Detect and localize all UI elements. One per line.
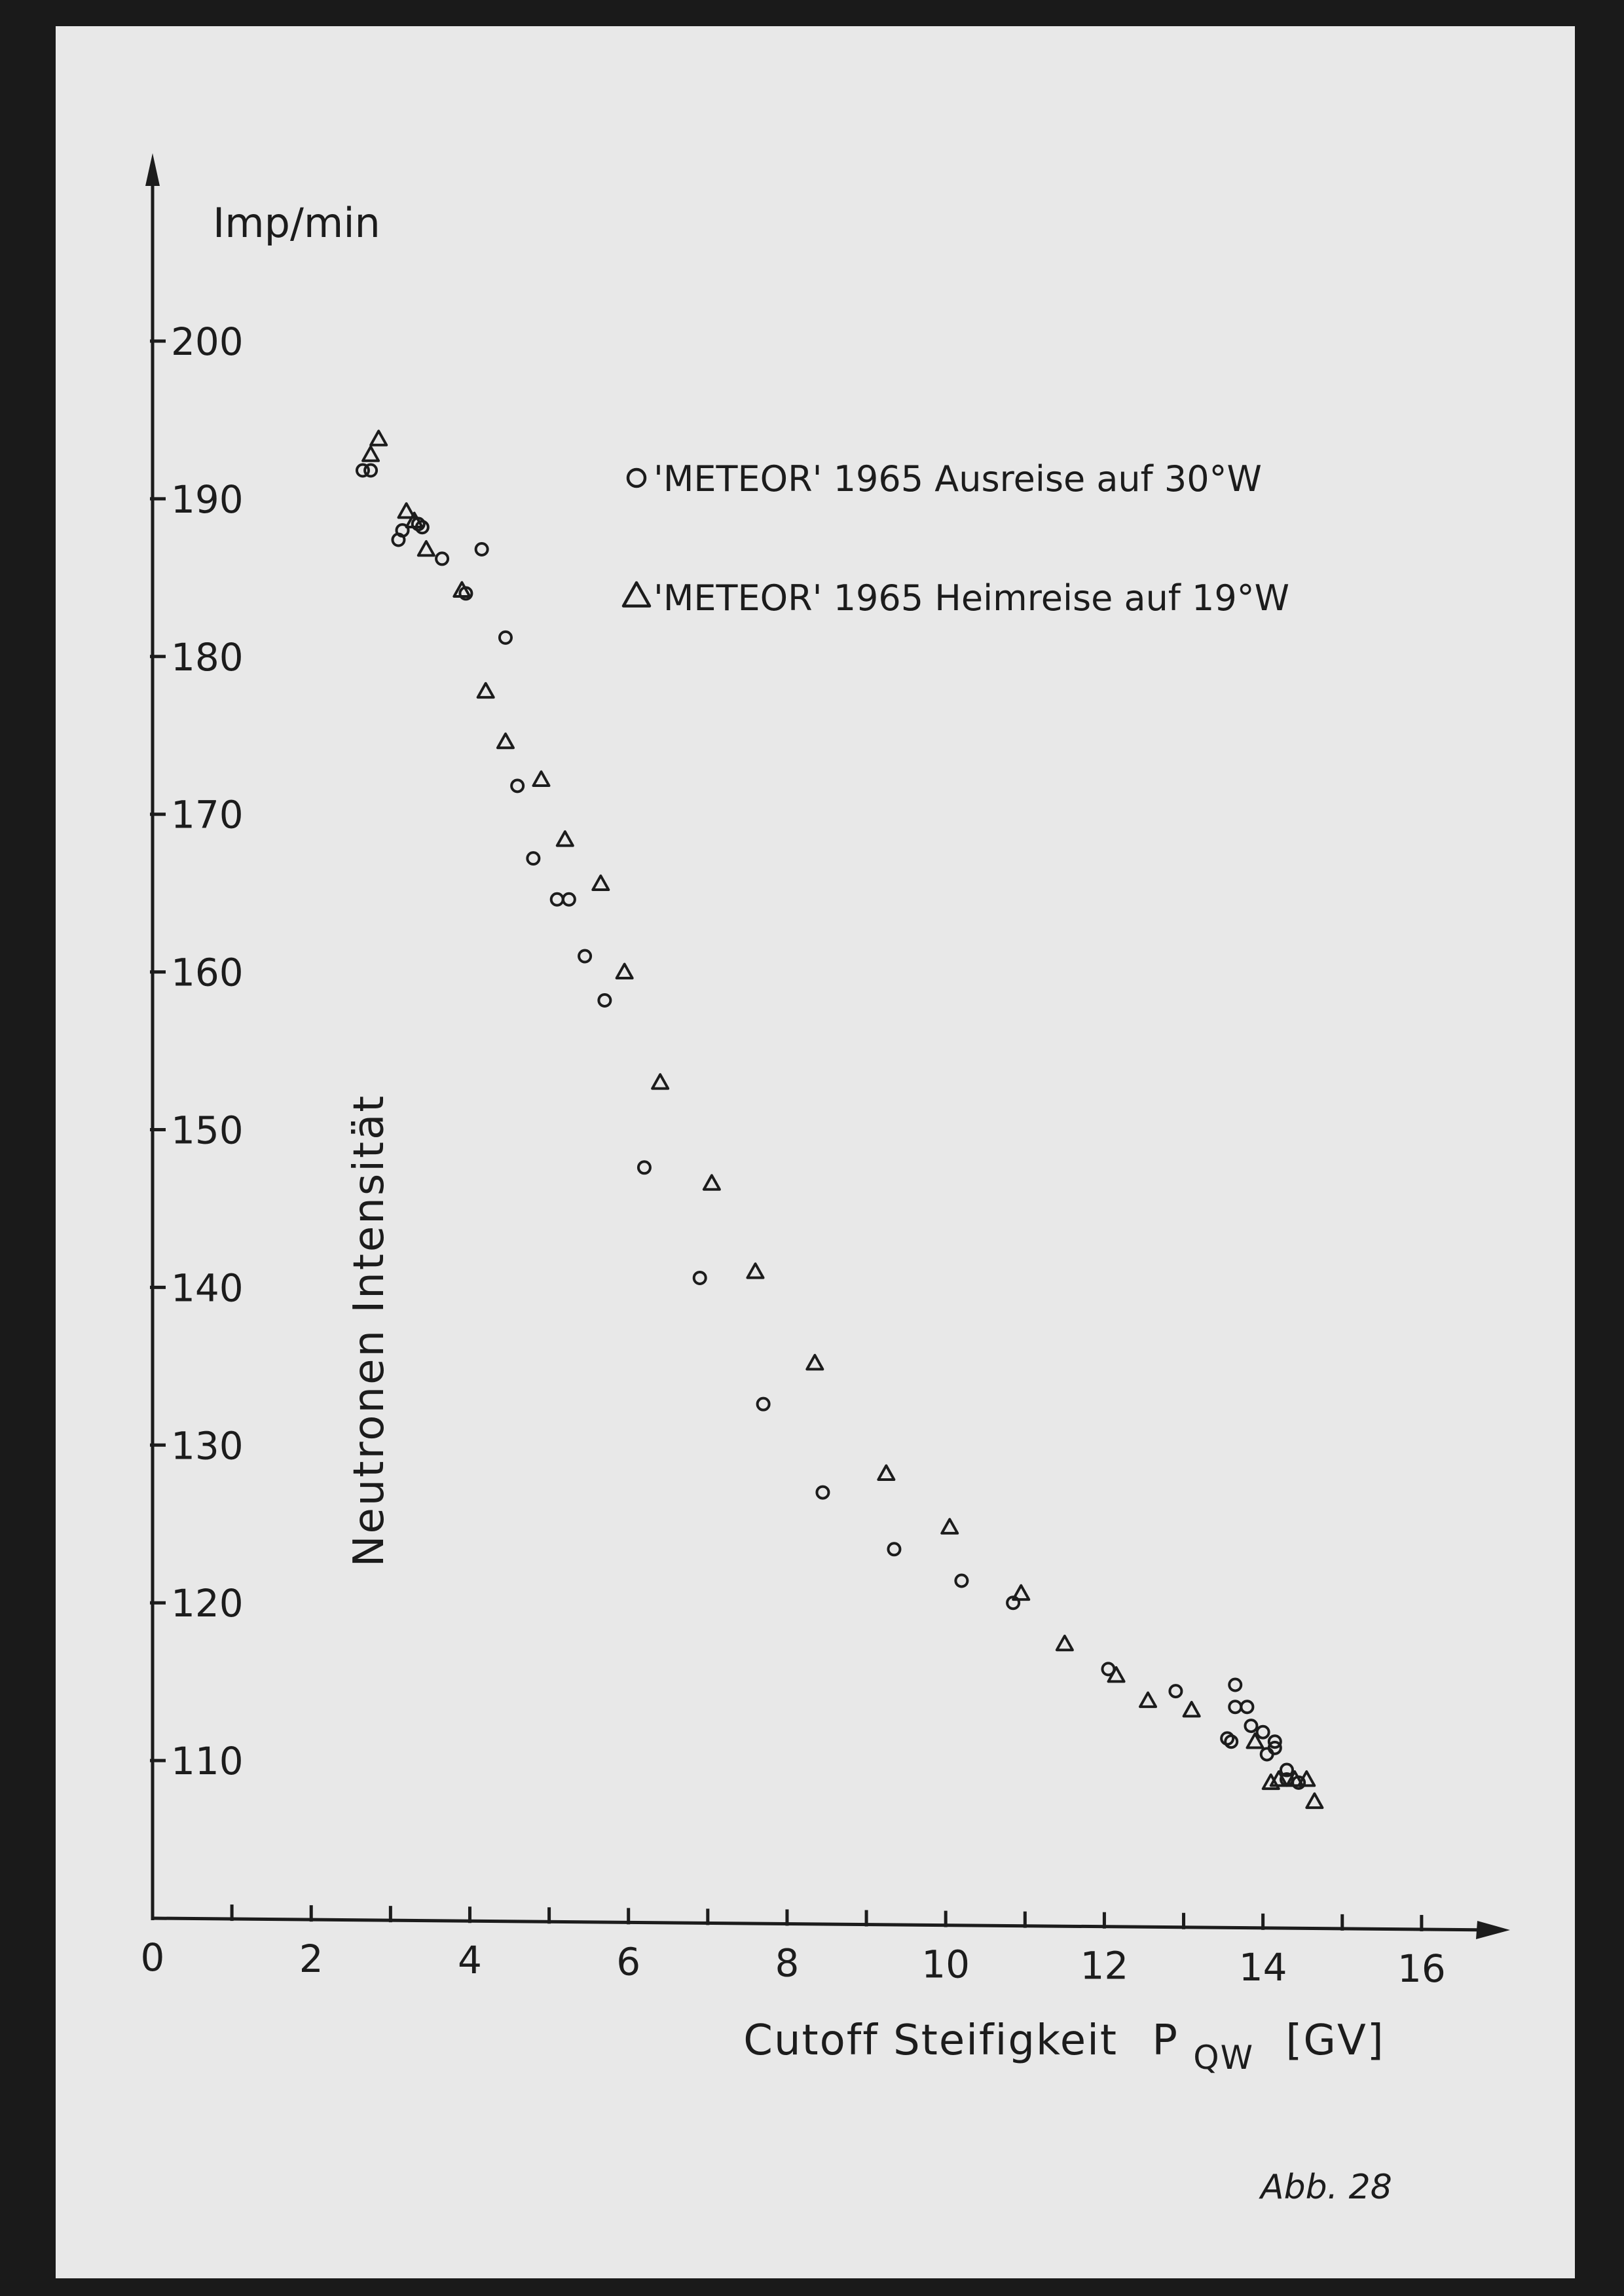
data-point-circle — [1257, 1726, 1269, 1738]
data-point-triangle — [498, 734, 513, 748]
x-axis-title — [743, 2016, 1384, 2079]
data-point-circle — [817, 1487, 828, 1499]
chart-legend — [623, 458, 1289, 619]
x-tick-label: 14 — [1238, 1944, 1287, 1990]
data-point-circle — [551, 894, 563, 905]
data-point-circle — [888, 1543, 900, 1555]
data-point-circle — [1229, 1679, 1241, 1690]
data-point-triangle — [1140, 1693, 1156, 1707]
data-point-triangle — [1247, 1734, 1263, 1747]
y-tick-label: 200 — [171, 319, 244, 364]
data-point-circle — [511, 780, 523, 792]
y-unit-label: Imp/min — [213, 199, 380, 247]
y-tick-label: 160 — [171, 950, 244, 995]
data-point-triangle — [807, 1355, 822, 1369]
data-point-triangle — [747, 1264, 763, 1277]
legend-marker-triangle — [623, 583, 650, 606]
data-point-circle — [599, 994, 610, 1006]
x-axis-arrowhead — [1476, 1921, 1510, 1939]
x-axis-title-unit: [GV] — [1285, 2016, 1385, 2065]
scatter-chart — [56, 26, 1575, 2278]
data-point-circle — [1261, 1748, 1273, 1760]
data-point-circle — [563, 894, 575, 905]
data-point-triangle — [1057, 1636, 1073, 1650]
y-tick-label: 170 — [171, 792, 244, 837]
x-tick-label: 8 — [775, 1941, 800, 1986]
chart-points — [357, 431, 1322, 1808]
data-point-circle — [1245, 1720, 1257, 1732]
data-point-triangle — [533, 772, 549, 786]
x-tick-label: 4 — [458, 1938, 482, 1983]
x-tick-label: 2 — [299, 1937, 323, 1982]
y-tick-label: 150 — [171, 1108, 244, 1153]
data-point-circle — [527, 852, 539, 864]
y-tick-label: 190 — [171, 477, 244, 522]
data-point-triangle — [878, 1466, 894, 1480]
chart-labels — [213, 199, 1392, 2207]
y-tick-label: 110 — [171, 1739, 244, 1784]
data-point-triangle — [478, 683, 494, 697]
chart-axes — [141, 153, 1510, 1991]
data-point-circle — [638, 1161, 650, 1173]
data-point-triangle — [652, 1074, 668, 1088]
x-axis-title-main: Cutoff Steifigkeit — [743, 2016, 1118, 2065]
data-point-circle — [955, 1575, 967, 1586]
data-point-triangle — [1013, 1586, 1029, 1599]
data-point-circle — [500, 632, 511, 644]
y-tick-label: 140 — [171, 1266, 244, 1311]
y-axis-arrowhead — [145, 153, 160, 186]
data-point-circle — [476, 543, 488, 555]
x-tick-label: 10 — [921, 1942, 970, 1987]
data-point-circle — [1241, 1701, 1253, 1713]
data-point-circle — [365, 465, 377, 477]
x-tick-label: 6 — [616, 1939, 641, 1984]
scanned-page — [56, 26, 1575, 2278]
data-point-triangle — [593, 876, 608, 890]
data-point-triangle — [557, 831, 573, 845]
data-point-circle — [1170, 1685, 1181, 1697]
y-tick-label: 180 — [171, 634, 244, 680]
data-point-triangle — [942, 1520, 957, 1533]
data-point-triangle — [617, 964, 633, 978]
y-tick-label: 120 — [171, 1581, 244, 1626]
data-point-triangle — [1184, 1702, 1200, 1716]
x-axis-title-symbol: P — [1152, 2016, 1179, 2065]
data-point-circle — [758, 1398, 769, 1410]
handwritten-note: Abb. 28 — [1261, 2168, 1392, 2207]
x-tick-label: 12 — [1080, 1943, 1129, 1988]
data-point-triangle — [1306, 1794, 1322, 1808]
x-tick-label: 16 — [1397, 1946, 1446, 1991]
data-point-circle — [1229, 1701, 1241, 1713]
data-point-circle — [579, 951, 591, 962]
data-point-triangle — [704, 1175, 720, 1189]
data-point-triangle — [418, 541, 434, 555]
legend-label: 'METEOR' 1965 Ausreise auf 30°W — [654, 458, 1262, 500]
y-tick-label: 130 — [171, 1423, 244, 1468]
x-axis-line — [153, 1918, 1497, 1930]
y-axis-title: Neutronen Intensität — [345, 1093, 394, 1567]
data-point-triangle — [363, 446, 378, 460]
data-point-circle — [694, 1272, 706, 1284]
data-point-circle — [436, 553, 448, 564]
x-tick-label: 0 — [140, 1935, 165, 1980]
data-point-triangle — [371, 431, 386, 445]
legend-label: 'METEOR' 1965 Heimreise auf 19°W — [654, 577, 1290, 619]
legend-marker-circle — [628, 469, 645, 486]
x-axis-title-subscript: QW — [1193, 2039, 1255, 2077]
